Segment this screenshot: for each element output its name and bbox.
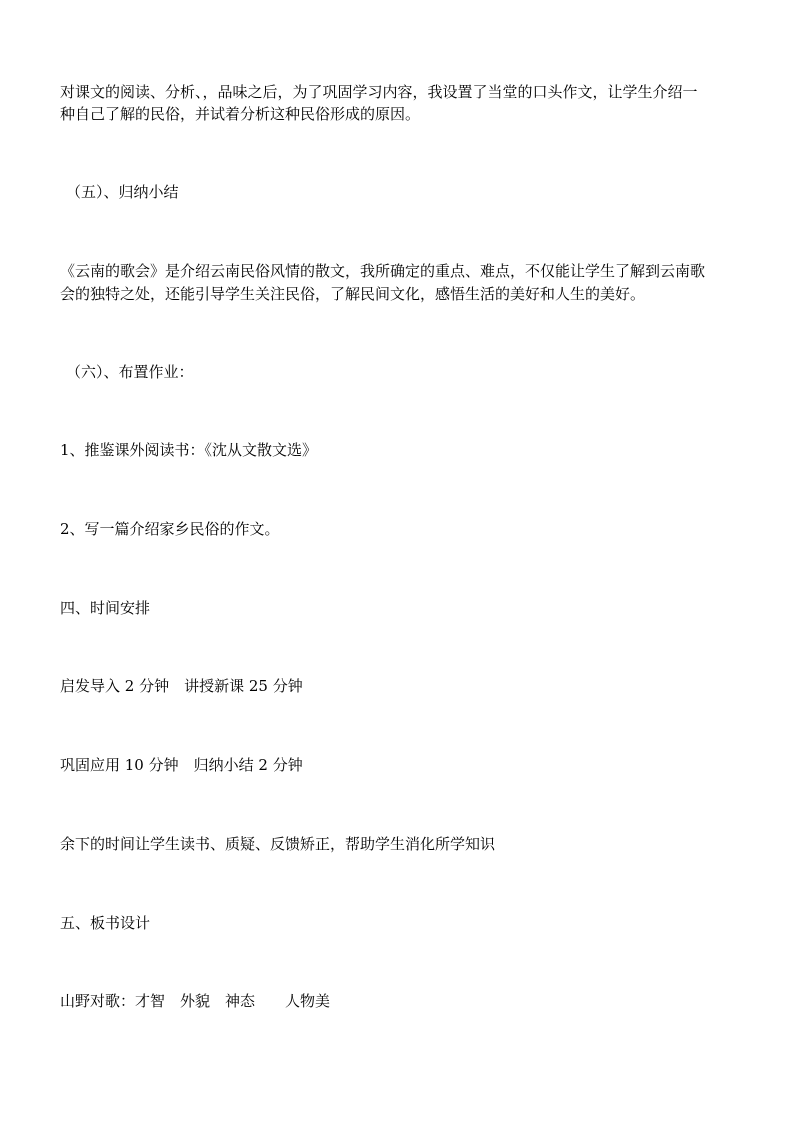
- time-line-3: 余下的时间让学生读书、质疑、反馈矫正，帮助学生消化所学知识: [60, 835, 496, 853]
- section-heading-time: 四、时间安排: [60, 599, 151, 617]
- paragraph-line: 种自己了解的民俗，并试着分析这种民俗形成的原因。: [60, 105, 421, 123]
- section-heading-summary: （五）、归纳小结: [66, 183, 179, 201]
- board-line-1: 山野对歌：才智 外貌 神态 人物美: [60, 992, 331, 1010]
- section-heading-board: 五、板书设计: [60, 914, 151, 932]
- paragraph-line: 《云南的歌会》是介绍云南民俗风情的散文，我所确定的重点、难点，不仅能让学生了解到云南歌: [60, 262, 706, 280]
- homework-item-2: 2、写一篇介绍家乡民俗的作文。: [60, 520, 280, 538]
- homework-item-1: 1、推鉴课外阅读书：《沈从文散文选》: [60, 441, 318, 459]
- time-line-2: 巩固应用 10 分钟 归纳小结 2 分钟: [60, 756, 303, 774]
- time-line-1: 启发导入 2 分钟 讲授新课 25 分钟: [60, 677, 303, 695]
- section-heading-homework: （六）、布置作业：: [66, 363, 194, 381]
- paragraph-line: 会的独特之处，还能引导学生关注民俗，了解民间文化，感悟生活的美好和人生的美好。: [60, 285, 646, 303]
- paragraph-line: 对课文的阅读、分析、，品味之后，为了巩固学习内容，我设置了当堂的口头作文，让学生介绍一: [60, 83, 698, 101]
